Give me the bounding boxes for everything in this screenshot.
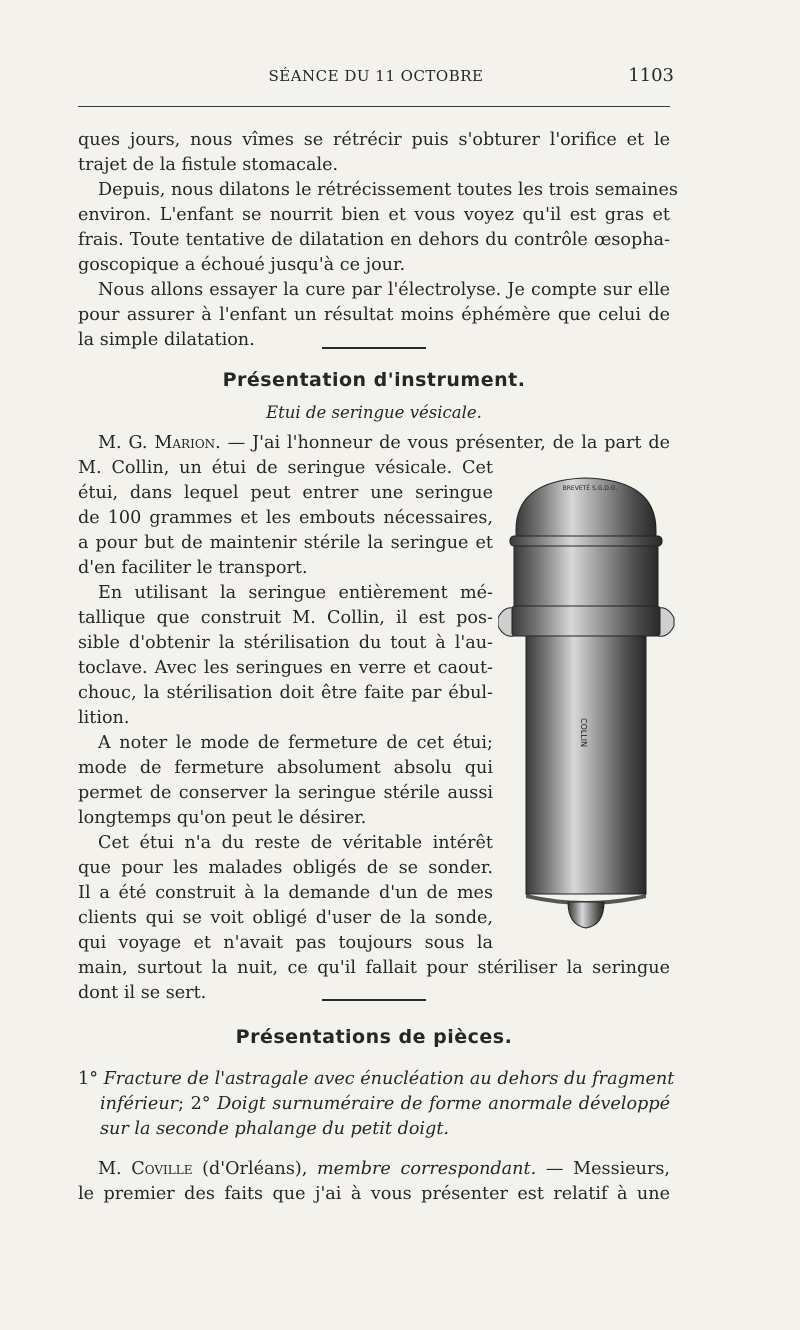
- section-heading: Présentation d'instrument.: [222, 369, 526, 391]
- text-line: sible d'obtenir la stérilisation du tout à l'au-: [78, 633, 493, 653]
- case-cap: [510, 478, 662, 606]
- text-line: pour assurer à l'enfant un résultat moins éphémère que celui de: [78, 305, 670, 325]
- text-line: frais. Toute tentative de dilatation en dehors du contrôle œsopha-: [78, 230, 670, 250]
- text-line: M. Collin, un étui de seringue vésicale. Cet: [78, 458, 493, 478]
- author-name: M. G. Marion.: [98, 433, 221, 453]
- text-line: mode de fermeture absolument absolu qui: [78, 758, 493, 778]
- text-line: Nous allons essayer la cure par l'électrolyse. Je compte sur elle: [98, 280, 670, 300]
- text-line: le premier des faits que j'ai à vous présenter est relatif à une: [78, 1184, 670, 1204]
- header-title: SÉANCE DU 11 OCTOBRE: [268, 67, 484, 85]
- text-line: goscopique a échoué jusqu'à ce jour.: [78, 255, 406, 275]
- text-line: la simple dilatation.: [78, 330, 255, 350]
- text-line: clients qui se voit obligé d'user de la sonde,: [78, 908, 493, 928]
- text-span: Doigt surnuméraire de forme anormale développé: [210, 1094, 670, 1114]
- case-clamp: [498, 606, 674, 636]
- item-number: 1°: [78, 1069, 98, 1089]
- text-line: lition.: [78, 708, 130, 728]
- text-line: chouc, la stérilisation doit être faite par ébul-: [78, 683, 493, 703]
- text-span: Fracture de l'astragale avec énucléation au dehors du fragment: [98, 1069, 675, 1089]
- text-line: a pour but de maintenir stérile la seringue et: [78, 533, 493, 553]
- text-line: A noter le mode de fermeture de cet étui;: [98, 733, 493, 753]
- text-line: [98, 1156, 670, 1182]
- text-line: Cet étui n'a du reste de véritable intérêt: [98, 833, 493, 853]
- header-rule: [78, 106, 670, 107]
- text-line: sur la seconde phalange du petit doigt.: [100, 1119, 449, 1139]
- text-line: Depuis, nous dilatons le rétrécissement toutes les trois semaines: [98, 180, 678, 200]
- text-line: d'en faciliter le transport.: [78, 558, 308, 578]
- text-line: ques jours, nous vîmes se rétrécir puis s'obturer l'orifice et le: [78, 130, 670, 150]
- text-span: (d'Orléans),: [192, 1159, 317, 1179]
- text-line: étui, dans lequel peut entrer une seringue: [78, 483, 493, 503]
- running-header: [78, 67, 674, 91]
- text-span: ; 2°: [178, 1094, 211, 1114]
- cap-mark: BREVETÉ S.G.D.G.: [562, 485, 618, 492]
- text-line: dont il se sert.: [78, 983, 207, 1003]
- syringe-case-illustration: [498, 470, 688, 940]
- section-heading: Présentations de pièces.: [235, 1026, 513, 1048]
- text-line: de 100 grammes et les embouts nécessaires,: [78, 508, 493, 528]
- text-line: [98, 430, 670, 456]
- section-separator: [322, 999, 426, 1001]
- text-line: Il a été construit à la demande d'un de mes: [78, 883, 493, 903]
- text-line: qui voyage et n'avait pas toujours sous la: [78, 933, 493, 953]
- text-line: [100, 1091, 670, 1117]
- text-span: membre correspondant.: [316, 1159, 537, 1179]
- text-line: environ. L'enfant se nourrit bien et vous voyez qu'il est gras et: [78, 205, 670, 225]
- text-line: [78, 1066, 675, 1092]
- case-body: [526, 636, 646, 928]
- text-line: main, surtout la nuit, ce qu'il fallait pour stériliser la seringue: [78, 958, 670, 978]
- text-line: toclave. Avec les seringues en verre et caout-: [78, 658, 493, 678]
- text-span: inférieur: [100, 1094, 179, 1114]
- body-mark: COLLIN: [579, 718, 588, 748]
- page-number: 1103: [628, 65, 674, 86]
- text-line: En utilisant la seringue entièrement mé-: [98, 583, 493, 603]
- text-line: tallique que construit M. Collin, il est pos-: [78, 608, 493, 628]
- author-name: M. Coville: [98, 1159, 193, 1179]
- section-separator: [322, 347, 426, 349]
- text-line: trajet de la fistule stomacale.: [78, 155, 339, 175]
- text-line: permet de conserver la seringue stérile aussi: [78, 783, 493, 803]
- text-span: — Messieurs,: [536, 1159, 670, 1179]
- text-span: — J'ai l'honneur de vous présenter, de la part de: [220, 433, 670, 453]
- section-subtitle: Etui de seringue vésicale.: [266, 403, 482, 422]
- text-line: longtemps qu'on peut le désirer.: [78, 808, 367, 828]
- text-line: que pour les malades obligés de se sonder.: [78, 858, 493, 878]
